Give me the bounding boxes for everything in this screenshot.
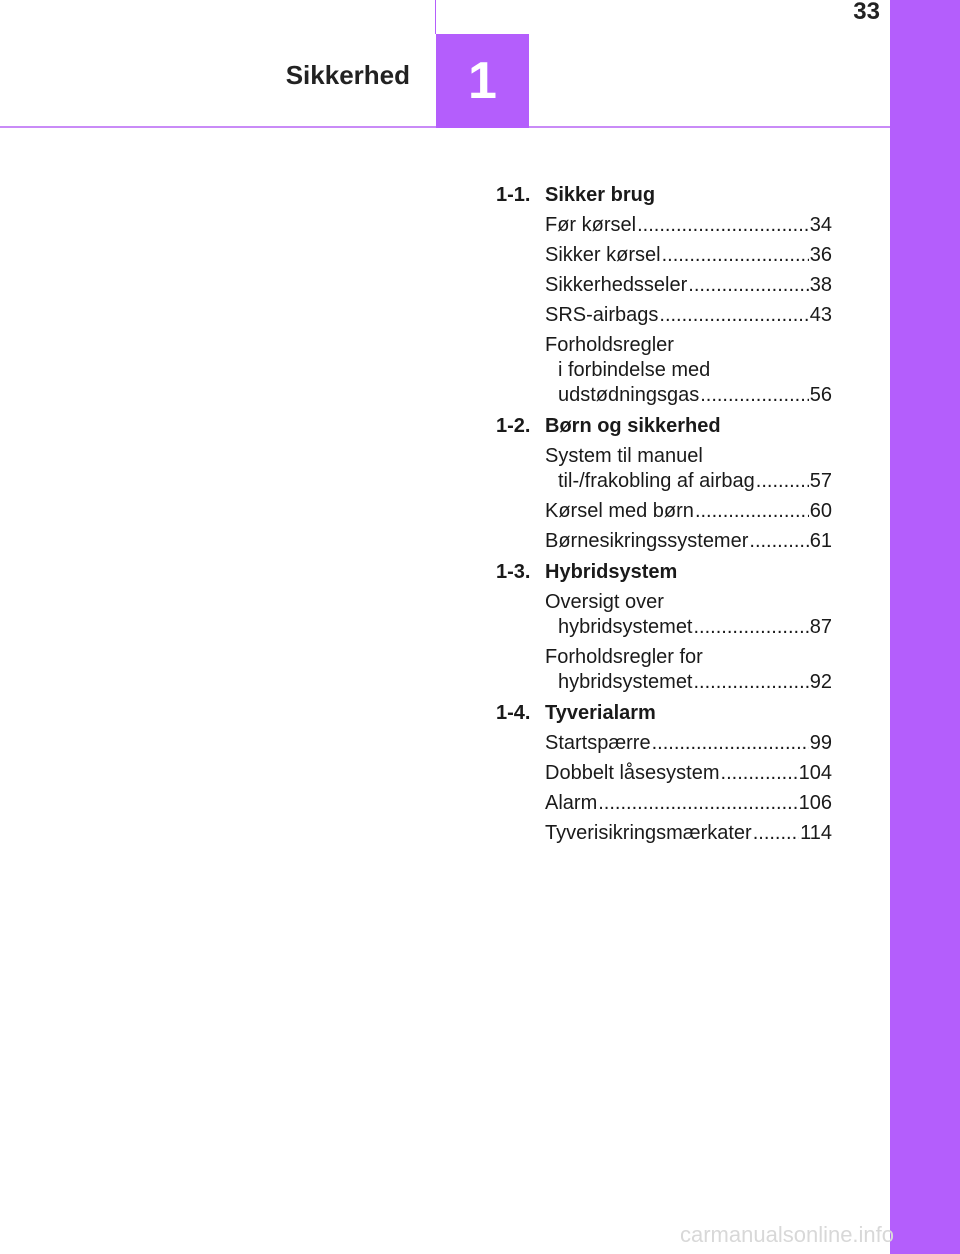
toc-page-number: 114: [800, 822, 832, 844]
toc-section: [496, 183, 832, 408]
toc-entry-label: System til manuel: [545, 445, 703, 467]
toc-page-number: 60: [809, 500, 832, 522]
section-heading: [496, 560, 832, 585]
toc-entry[interactable]: [545, 444, 832, 494]
toc-entry-label: i forbindelse med: [558, 359, 711, 381]
toc-entry-line: [545, 499, 832, 524]
dot-leader: [637, 213, 809, 238]
toc-entry[interactable]: [545, 529, 832, 554]
section-title[interactable]: Børn og sikkerhed: [545, 415, 721, 437]
toc-entry-line: [545, 213, 832, 238]
dot-leader: [659, 303, 808, 328]
toc-section: [496, 560, 832, 695]
toc-entry-line: [545, 529, 832, 554]
toc-entry-list: [545, 590, 832, 695]
section-number: 1-2.: [496, 415, 531, 437]
toc-page-number: 92: [809, 671, 832, 693]
toc-entry-label: Forholdsregler: [545, 334, 674, 356]
toc-entry[interactable]: [545, 213, 832, 238]
toc-entry-line: [545, 469, 832, 494]
toc-entry-label: Tyverisikringsmærkater: [545, 822, 752, 844]
section-heading: [496, 183, 832, 208]
toc-entry-line: [545, 821, 832, 846]
toc-entry[interactable]: [545, 791, 832, 816]
toc-entry-line: [545, 358, 832, 383]
chapter-number-box: 1: [436, 34, 529, 128]
toc-entry-label: SRS-airbags: [545, 304, 659, 326]
toc-entry[interactable]: [545, 499, 832, 524]
toc-page-number: 56: [809, 384, 832, 406]
toc-entry-line: [545, 273, 832, 298]
header-divider-vertical: [435, 0, 436, 34]
toc-entry-label: Før kørsel: [545, 214, 637, 236]
toc-entry[interactable]: [545, 243, 832, 268]
toc-entry[interactable]: [545, 645, 832, 695]
page-number: 33: [853, 0, 880, 25]
section-title[interactable]: Sikker brug: [545, 184, 656, 206]
toc-page-number: 87: [809, 616, 832, 638]
toc-section: [496, 701, 832, 846]
toc-section: [496, 414, 832, 554]
toc-entry[interactable]: [545, 303, 832, 328]
toc-entry-list: [545, 731, 832, 846]
dot-leader: [694, 615, 809, 640]
toc-page-number: 38: [809, 274, 832, 296]
toc-page-number: 99: [809, 732, 832, 754]
toc-entry-list: [545, 444, 832, 554]
toc-entry[interactable]: [545, 273, 832, 298]
toc-entry-line: [545, 243, 832, 268]
toc-entry-line: [545, 444, 832, 469]
toc-entry[interactable]: [545, 761, 832, 786]
toc-entry-line: [545, 761, 832, 786]
dot-leader: [598, 791, 797, 816]
toc-entry-label: Børnesikringssystemer: [545, 530, 749, 552]
toc-entry-label: hybridsystemet: [558, 671, 693, 693]
section-heading: [496, 414, 832, 439]
toc-entry-label: Sikker kørsel: [545, 244, 661, 266]
toc-entry-label: Sikkerhedsseler: [545, 274, 688, 296]
dot-leader: [662, 243, 809, 268]
toc-entry-line: [545, 590, 832, 615]
toc-entry-list: [545, 213, 832, 408]
chapter-title: Sikkerhed: [285, 60, 410, 90]
toc-page-number: 61: [809, 530, 832, 552]
dot-leader: [756, 469, 809, 494]
dot-leader: [721, 761, 798, 786]
toc-entry-label: Startspærre: [545, 732, 651, 754]
toc-entry[interactable]: [545, 821, 832, 846]
toc-entry-label: Dobbelt låsesystem: [545, 762, 720, 784]
toc-entry-line: [545, 383, 832, 408]
dot-leader: [694, 670, 809, 695]
toc-entry-line: [545, 731, 832, 756]
watermark: carmanualsonline.info: [680, 1222, 895, 1247]
toc-entry-label: til-/frakobling af airbag: [558, 470, 755, 492]
toc-entry-line: [545, 645, 832, 670]
toc-entry-label: udstødningsgas: [558, 384, 700, 406]
dot-leader: [749, 529, 808, 554]
dot-leader: [695, 499, 809, 524]
dot-leader: [652, 731, 809, 756]
section-number: 1-3.: [496, 561, 531, 583]
toc-entry-label: Kørsel med børn: [545, 500, 694, 522]
toc-entry[interactable]: [545, 731, 832, 756]
section-heading: [496, 701, 832, 726]
toc-entry-label: hybridsystemet: [558, 616, 693, 638]
dot-leader: [753, 821, 799, 846]
toc-entry-label: Oversigt over: [545, 591, 664, 613]
toc-entry[interactable]: [545, 333, 832, 408]
toc-page-number: 34: [809, 214, 832, 236]
section-title[interactable]: Tyverialarm: [545, 702, 656, 724]
toc-entry-line: [545, 303, 832, 328]
toc-page-number: 57: [809, 470, 832, 492]
toc-page-number: 104: [798, 762, 832, 784]
toc-entry-label: Alarm: [545, 792, 598, 814]
chapter-side-tab: [890, 0, 960, 1254]
table-of-contents: [496, 183, 832, 852]
toc-page-number: 106: [798, 792, 832, 814]
section-title[interactable]: Hybridsystem: [545, 561, 678, 583]
toc-page-number: 36: [809, 244, 832, 266]
section-number: 1-4.: [496, 702, 531, 724]
toc-entry-line: [545, 791, 832, 816]
toc-entry-line: [545, 333, 832, 358]
toc-entry-label: Forholdsregler for: [545, 646, 703, 668]
toc-page-number: 43: [809, 304, 832, 326]
dot-leader: [688, 273, 808, 298]
section-number: 1-1.: [496, 184, 531, 206]
toc-entry-line: [545, 615, 832, 640]
toc-entry[interactable]: [545, 590, 832, 640]
dot-leader: [700, 383, 809, 408]
toc-entry-line: [545, 670, 832, 695]
